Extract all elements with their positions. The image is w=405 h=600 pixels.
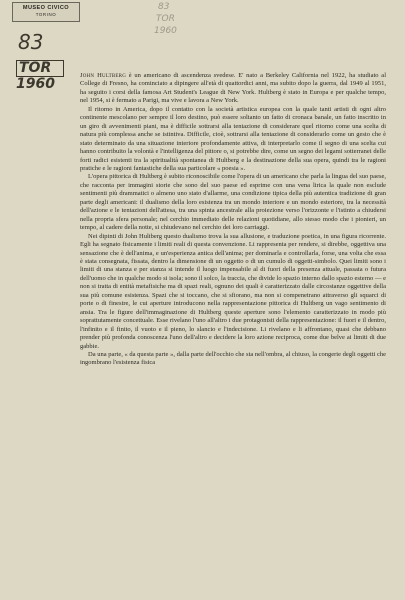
stamp-line-1: MUSEO CIVICO <box>22 5 70 11</box>
pencil-note-2: TOR <box>156 14 175 24</box>
paragraph-3: L'opera pittorica di Hultberg è subito riconoscibile come l'opera di un americano che parla la lingua del suo paese, che racconta per immagini storie che sono del suo paese ed esprime con una vena lirica la quale non esclude sentimenti più drammatici o almeno uno stato d'allarme, una condizione tipica della più autentica tradizione di gran parte degli americani: il dualismo della loro esistenza tra un mondo interiore e un mondo esteriore, tra la necessità dell'azione e le tentazioni dell'attesa, tra una spinta ancestrale alla proiezione verso l'orizzonte e l'istinto a chiudersi nella propria sfera personale; nel cerchio immediato delle relazioni quotidiane, allo stesso modo che i pionieri, un tempo, al cadere della notte, si chiudevano nel cerchio dei loro carriaggi. <box>80 173 386 232</box>
handwritten-number: 83 <box>18 30 44 54</box>
article-body <box>80 72 386 368</box>
pencil-note-3: 1960 <box>154 26 177 36</box>
pencil-note-1: 83 <box>158 2 170 12</box>
paragraph-2: Il ritorno in America, dopo il contatto con la società artistica europea con la quale tanti artisti di ogni altro continente mescolano per sempre il loro destino, può essere soltanto un fatto di cronaca banale, un fatto inscritto in un giro di avvenimenti piani, ma è difficile sottrarsi alla tentazione di considerare quel ritorno come una scelta di natura più complessa anche se istintiva. Difficile, cioè, sottrarsi alla tentazione di considerarlo come un gesto che è stato determinato da una situazione interiore profondamente attiva, di interpretarlo come il segno di una scelta cui hanno contribuito la volontà e l'intelligenza del pittore o, si potrebbe dire, come un segno dei legami sotterranei delle forti radici esistenti tra la spiritualità spontanea di Hultberg e la destinazione della sua opera, quindi tra le ragioni pratiche e le ragioni fantastiche della sua particolare « poesia ». <box>80 105 386 172</box>
author-name: John Hultberg <box>80 72 127 79</box>
stamp-line-2: TORINO <box>35 12 57 17</box>
paragraph-1-text: è un americano di ascendenza svedese. E' nato a Berkeley California nel 1922, ha studiato al College di Fresno, ha cominciato a dipingere all'età di quattordici anni, ma subito dopo la guerra, dal 1949 al 1951, ha seguito i corsi della famosa Art Student's League di New York. Hultberg è stato in Europa e per qualche tempo, nel 1954, si è fermato a Parigi, ma vive e lavora a New York. <box>80 72 386 105</box>
handwritten-code-line-1: TOR <box>16 60 64 77</box>
paragraph-4: Nei dipinti di John Hultberg questo dualismo trova la sua allusione, e traduzione poetica, in una figura ricorrente. Egli ha segnato fisicamente i limiti reali di questa convenzione. Li rappresenta per rendere, si direbbe, oggettiva una sensazione che è dell'anima, e un'esperienza antica dell'anima; per dominarla e controllarla, forse, una volta che essa è stata consegnata, fissata, dentro la dimensione di un oggetto o di un cumulo di oggetti-simbolo. Quei limiti sono i limiti di una stanza e per stanza si intende il luogo impensabile al di fuori della presenza attuale, passata o futura dell'uomo che in qualche modo si isola; sono il solco, la traccia, che divide lo spazio interno dallo spazio esterno — e non si tratta di entità metafisiche ma di spazi reali, ognuno dei quali è caratterizzato dalle circostanze oggettive della sua più comune esistenza. Spazi che si toccano, che si sfiorano, ma non si compenetrano attraverso gli squarci di porte o di finestre, le cui aperture introducono nella rappresentazione pittorica di Hultberg un vago sentimento di ansia. Tra le figure dell'immaginazione di Hultberg queste aperture sono l'elemento caratterizzato in modo più soprattutamente concettuale. Esse rivelano l'uno all'altro i due protagonisti della rappresentazione: il fuori e il dentro, l'infinito e il finito, il vuoto e il pieno, lo slancio e l'indecisione. Li rivelano e li affrontano, quasi che debbano prender più profonda conoscenza l'uno dell'altro e decidere la loro azione reciproca, come due belve ai limiti di due gabbie. <box>80 232 386 350</box>
handwritten-code <box>16 60 64 92</box>
paragraph-5: Da una parte, « da questa parte », dalla parte dell'occhio che sta nell'ombra, al chiuso, la congerie degli oggetti che ingombrano l'esistenza fisica <box>80 350 386 367</box>
paragraph-1 <box>80 72 386 106</box>
museum-stamp <box>12 2 80 22</box>
handwritten-code-line-2: 1960 <box>16 76 55 92</box>
